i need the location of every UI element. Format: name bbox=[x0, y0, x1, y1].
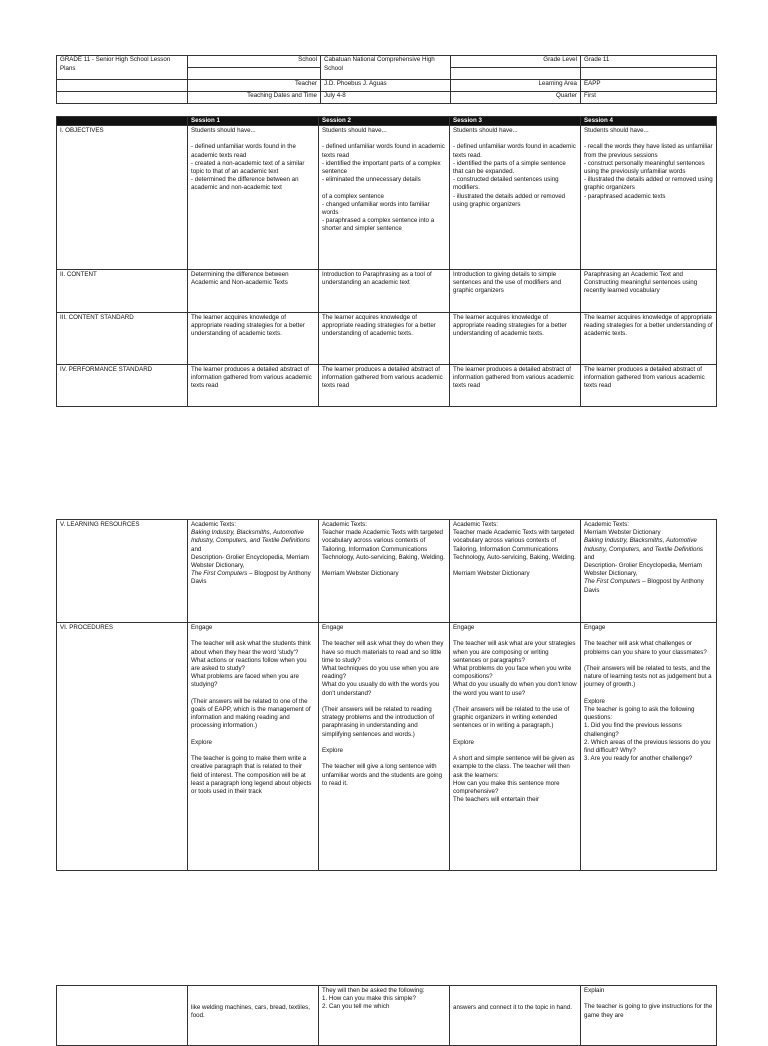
resources-s4-rest: Description- Grolier Encyclopedia, Merriam Webster Dictionary, bbox=[584, 562, 702, 578]
resources-s1-italic: Baking Industry, Blacksmiths, Automotive Industry, Computers, and Textile Definitions bbox=[191, 529, 310, 545]
performance-standard-label: IV. PERFORMANCE STANDARD bbox=[57, 365, 188, 407]
resources-s1-head: Academic Texts: bbox=[191, 521, 236, 528]
objectives-session-4: Students should have... - recall the words they have listed as unfamiliar from the previous sessions - construct personally meaningful sentences using the previously unfamiliar words - illustrated the details added or removed using graphic organizers - paraphrased academic texts bbox=[581, 126, 717, 270]
objectives-session-2: Students should have... - defined unfamiliar words found in academic texts read - identified the important parts of a complex sentence - eliminated the unnecessary details of a complex sentence - changed unfamiliar words into familiar words - paraphrased a complex sentence into a shorter and simpler sentence bbox=[319, 126, 450, 270]
content-session-1: Determining the difference between Academic and Non-academic Texts bbox=[188, 270, 319, 313]
resources-s1-rest: Description- Grolier Encyclopedia, Merriam Webster Dictionary, bbox=[191, 553, 309, 570]
objectives-label: I. OBJECTIVES bbox=[57, 126, 188, 270]
content-session-3: Introduction to giving details to simple sentences and the use of modifiers and graphic organizers bbox=[450, 270, 581, 313]
content-standard-label: III. CONTENT STANDARD bbox=[57, 313, 188, 365]
resources-label: V. LEARNING RESOURCES bbox=[57, 520, 188, 623]
performance-standard-session-1: The learner produces a detailed abstract of information gathered from various academic texts read bbox=[188, 365, 319, 407]
content-label: II. CONTENT bbox=[57, 270, 188, 313]
teacher-label: Teacher bbox=[188, 80, 321, 92]
session-3-header: Session 3 bbox=[450, 117, 581, 126]
session-2-header: Session 2 bbox=[319, 117, 450, 126]
objectives-session-1: Students should have... - defined unfamiliar words found in the academic texts read - created a non-academic text of a similar topic to that of an academic text - determined the difference between an academic and non-academic text bbox=[188, 126, 319, 270]
session-4-header: Session 4 bbox=[581, 117, 717, 126]
resources-session-2: Academic Texts: Teacher made Academic Texts with targeted vocabulary across various contexts of Tailoring, Information Communications Technology, Auto-servicing, Baking, Welding. Merriam Webster Dictionary bbox=[319, 520, 450, 623]
continued-session-2: They will then be asked the following: 1. How can you make this simple? 2. Can you tell me which bbox=[319, 986, 450, 1046]
resources-session-3: Academic Texts: Teacher made Academic Texts with targeted vocabulary across various contexts of Tailoring, Information Communications Technology, Auto-servicing, Baking, Welding. Merriam Webster Dictionary bbox=[450, 520, 581, 623]
resources-s4-and: and bbox=[584, 553, 595, 561]
quarter-label: Quarter bbox=[451, 92, 581, 104]
objectives-row bbox=[57, 126, 717, 270]
resources-s4-italic: Baking Industry, Blacksmiths, Automotive Industry, Computers, and Textile Definitions bbox=[584, 537, 703, 553]
dates-label: Teaching Dates and Time bbox=[188, 92, 321, 104]
procedures-label: VI. PROCEDURES bbox=[57, 623, 188, 871]
header-table bbox=[56, 55, 717, 104]
procedures-session-3: Engage The teacher will ask what are your strategies when you are composing or writing sentences or paragraphs? What problems do you face when you write compositions? What do you usually do when you don't know the word you want to use? (Their answers will be related to the use of graphic organizers in writing extended sentences or in writing a paragraph.) Explore A short and simple sentence will be given as example to the class. The teacher will then ask the learners: How can you make this sentence more comprehensive? The teachers will entertain their bbox=[450, 623, 581, 871]
quarter-value: First bbox=[581, 92, 717, 104]
dates-value: July 4-8 bbox=[321, 92, 451, 104]
performance-standard-session-4: The learner produces a detailed abstract of information gathered from various academic texts read bbox=[581, 365, 717, 407]
school-label: School bbox=[188, 56, 321, 68]
procedures-continued-row bbox=[57, 986, 717, 1046]
grade-level-value: Grade 11 bbox=[581, 56, 717, 68]
resources-s1-and: and bbox=[191, 545, 202, 553]
performance-standard-session-2: The learner produces a detailed abstract of information gathered from various academic texts read bbox=[319, 365, 450, 407]
content-standard-session-3: The learner acquires knowledge of appropriate reading strategies for a better understanding of academic texts. bbox=[450, 313, 581, 365]
resources-session-1 bbox=[188, 520, 319, 623]
content-session-2: Introduction to Paraphrasing as a tool of understanding an academic text bbox=[319, 270, 450, 313]
procedures-session-2: Engage The teacher will ask what they do when they have so much materials to read and so little time to study? What techniques do you use when you are reading? What do you usually do with the words you don't understand? (Their answers will be related to reading strategy problems and the introduction of paraphrasing in understanding and simplifying sentences and words.) Explore The teacher will give a long sentence with unfamiliar words and the students are going to read it. bbox=[319, 623, 450, 871]
continued-session-1: like welding machines, cars, bread, textiles, food. bbox=[188, 986, 319, 1046]
grade-level-label: Grade Level bbox=[451, 56, 581, 68]
resources-s4-blog-rest: – Blogpost by Anthony Davis bbox=[584, 578, 704, 594]
session-header-row bbox=[57, 117, 717, 126]
continued-session-4: Explain The teacher is going to give instructions for the game they are bbox=[581, 986, 717, 1046]
content-standard-session-2: The learner acquires knowledge of appropriate reading strategies for a better understanding of academic texts. bbox=[319, 313, 450, 365]
resources-s1-blog-title: The First Computers bbox=[191, 570, 248, 578]
session-1-header: Session 1 bbox=[188, 117, 319, 126]
content-standard-session-1: The learner acquires knowledge of appropriate reading strategies for a better understanding of academic texts. bbox=[188, 313, 319, 365]
continued-session-3: answers and connect it to the topic in hand. bbox=[450, 986, 581, 1046]
content-row bbox=[57, 270, 717, 313]
school-value: Cabatuan National Comprehensive High School bbox=[321, 56, 451, 80]
teacher-value: J.D. Phoebus J. Aguas bbox=[321, 80, 451, 92]
content-standard-row bbox=[57, 313, 717, 365]
content-standard-session-4: The learner acquires knowledge of appropriate reading strategies for a better understanding of academic texts. bbox=[581, 313, 717, 365]
procedures-session-1: Engage The teacher will ask what the students think about when they hear the word 'study'? What actions or reactions follow when you are asked to study? What problems are faced when you are studying? (Their answers will be related to one of the goals of EAPP, which is the management of information and making reading and processing information.) Explore The teacher is going to make them write a creative paragraph that is related to their field of interest. The composition will be at least a paragraph long legend about objects or tools used in their track bbox=[188, 623, 319, 871]
learning-area-label: Learning Area bbox=[451, 80, 581, 92]
content-session-4: Paraphrasing an Academic Text and Constructing meaningful sentences using recently learned vocabulary bbox=[581, 270, 717, 313]
lesson-table-part2 bbox=[56, 519, 717, 871]
resources-session-4 bbox=[581, 520, 717, 623]
lesson-table-part1 bbox=[56, 116, 717, 407]
procedures-row bbox=[57, 623, 717, 871]
procedures-session-4: Engage The teacher will ask what challenges or problems can you share to your classmates? (Their answers will be related to tests, and the nature of learning tests not as judgement but a journey of growth.) Explore The teacher is going to ask the following questions: 1. Did you find the previous lessons challenging? 2. Which areas of the previous lessons do you find difficult? Why? 3. Are you ready for another challenge? bbox=[581, 623, 717, 871]
learning-area-value: EAPP bbox=[581, 80, 717, 92]
performance-standard-session-3: The learner produces a detailed abstract of information gathered from various academic texts read bbox=[450, 365, 581, 407]
resources-s1-blog-rest: – Blogpost by Anthony Davis bbox=[191, 570, 311, 586]
resources-row bbox=[57, 520, 717, 623]
grade-title: GRADE 11 - Senior High School Lesson Plans bbox=[57, 56, 188, 80]
resources-s4-blog-title: The First Computers bbox=[584, 578, 641, 586]
resources-s4-head: Academic Texts: Merriam Webster Dictionary bbox=[584, 521, 661, 537]
lesson-table-part3 bbox=[56, 985, 717, 1046]
performance-standard-row bbox=[57, 365, 717, 407]
objectives-session-3: Students should have... - defined unfamiliar words found in academic texts read. - identified the parts of a simple sentence that can be expanded. - constructed detailed sentences using modifiers. - illustrated the details added or removed using graphic organizers bbox=[450, 126, 581, 270]
